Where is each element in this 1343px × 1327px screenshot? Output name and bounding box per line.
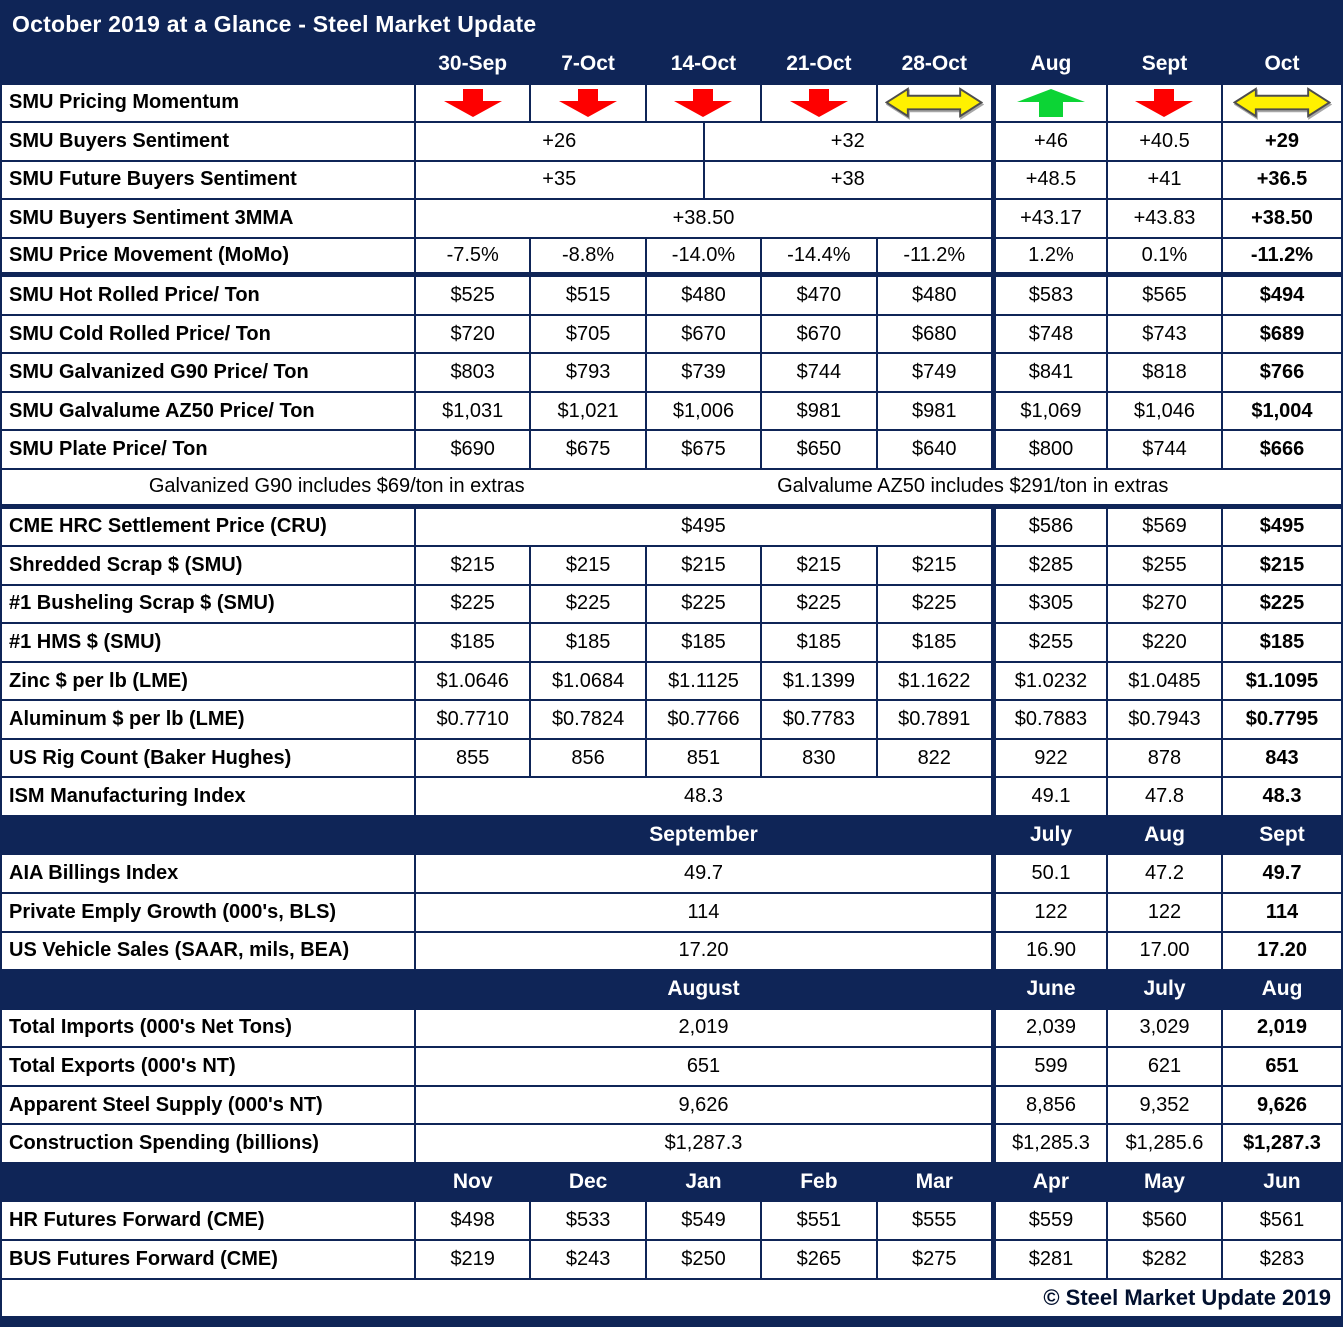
momentum-cell bbox=[1221, 85, 1341, 122]
momentum-cell bbox=[645, 85, 760, 122]
table-row bbox=[2, 277, 1341, 316]
data-cell: $215 bbox=[414, 547, 529, 584]
table-row bbox=[2, 701, 1341, 740]
data-cell: $766 bbox=[1221, 354, 1341, 391]
data-cell: $215 bbox=[876, 547, 991, 584]
data-cell: +38.50 bbox=[1221, 200, 1341, 237]
momentum-cell bbox=[414, 85, 529, 122]
data-cell: $255 bbox=[991, 624, 1106, 661]
data-cell: $525 bbox=[414, 277, 529, 314]
table-row bbox=[2, 624, 1341, 663]
data-cell: $1.1622 bbox=[876, 663, 991, 700]
data-cell: $225 bbox=[529, 586, 644, 623]
row-label: Total Imports (000's Net Tons) bbox=[9, 1016, 292, 1039]
data-cell: 114 bbox=[414, 894, 991, 931]
data-cell: 651 bbox=[414, 1048, 991, 1085]
table-row bbox=[2, 85, 1341, 124]
column-header-14-oct: 14-Oct bbox=[670, 52, 737, 76]
data-cell: $250 bbox=[645, 1241, 760, 1278]
extras-note-left: Galvanized G90 includes $69/ton in extras bbox=[148, 475, 525, 498]
data-cell: $1.1125 bbox=[645, 663, 760, 700]
row-label: US Vehicle Sales (SAAR, mils, BEA) bbox=[9, 939, 350, 962]
data-cell: $225 bbox=[760, 586, 875, 623]
data-cell: $243 bbox=[529, 1241, 644, 1278]
row-label: SMU Pricing Momentum bbox=[9, 91, 240, 114]
row-label: #1 HMS $ (SMU) bbox=[9, 630, 162, 653]
data-cell: 3,029 bbox=[1106, 1010, 1221, 1047]
data-cell: +35 bbox=[414, 162, 703, 199]
data-cell: 651 bbox=[1221, 1048, 1341, 1085]
data-cell: 50.1 bbox=[991, 855, 1106, 892]
data-cell: +41 bbox=[1106, 162, 1221, 199]
copyright-text: © Steel Market Update 2019 bbox=[1043, 1284, 1331, 1310]
data-cell: $0.7943 bbox=[1106, 701, 1221, 738]
data-cell: $650 bbox=[760, 431, 875, 468]
row-label bbox=[2, 1164, 414, 1201]
data-cell: +43.17 bbox=[991, 200, 1106, 237]
data-cell: $841 bbox=[991, 354, 1106, 391]
extras-note-row bbox=[2, 470, 1341, 509]
subheader-cell: Nov bbox=[452, 1170, 493, 1194]
subheader-cell: Aug bbox=[1144, 823, 1185, 847]
row-label: AIA Billings Index bbox=[9, 862, 179, 885]
table-row bbox=[2, 894, 1341, 933]
data-cell: +43.83 bbox=[1106, 200, 1221, 237]
subheader-cell: May bbox=[1144, 1170, 1185, 1194]
data-cell: 851 bbox=[645, 740, 760, 777]
table-row bbox=[2, 316, 1341, 355]
momentum-cell bbox=[876, 85, 991, 122]
data-cell: 17.20 bbox=[1221, 933, 1341, 970]
data-cell: 17.00 bbox=[1106, 933, 1221, 970]
data-cell: $0.7891 bbox=[876, 701, 991, 738]
data-cell: 122 bbox=[991, 894, 1106, 931]
extras-note-right: Galvalume AZ50 includes $291/ton in extras bbox=[777, 475, 1169, 498]
row-label: US Rig Count (Baker Hughes) bbox=[9, 746, 292, 769]
bottom-bar bbox=[2, 1318, 1341, 1325]
data-cell: -11.2% bbox=[1221, 239, 1341, 273]
data-cell: 822 bbox=[876, 740, 991, 777]
data-cell: $515 bbox=[529, 277, 644, 314]
table-row bbox=[2, 933, 1341, 972]
data-cell: $748 bbox=[991, 316, 1106, 353]
data-cell: $255 bbox=[1106, 547, 1221, 584]
data-cell: $690 bbox=[414, 431, 529, 468]
data-cell: $281 bbox=[991, 1241, 1106, 1278]
data-cell: $666 bbox=[1221, 431, 1341, 468]
data-cell: +29 bbox=[1221, 123, 1341, 160]
table-row bbox=[2, 740, 1341, 779]
table-row bbox=[2, 586, 1341, 625]
data-cell: +32 bbox=[703, 123, 992, 160]
red-down-arrow-icon bbox=[558, 88, 618, 118]
table-row bbox=[2, 239, 1341, 278]
subheader-cell: Jan bbox=[685, 1170, 722, 1194]
data-cell: +26 bbox=[414, 123, 703, 160]
data-cell: 9,626 bbox=[414, 1087, 991, 1124]
data-cell: $670 bbox=[645, 316, 760, 353]
column-header-21-oct: 21-Oct bbox=[786, 52, 852, 76]
momentum-cell bbox=[760, 85, 875, 122]
data-cell: $1.0684 bbox=[529, 663, 644, 700]
data-cell: 878 bbox=[1106, 740, 1221, 777]
data-cell: $1.0232 bbox=[991, 663, 1106, 700]
data-cell: $675 bbox=[529, 431, 644, 468]
data-cell: $818 bbox=[1106, 354, 1221, 391]
data-cell: $285 bbox=[991, 547, 1106, 584]
data-cell: +36.5 bbox=[1221, 162, 1341, 199]
row-label: Apparent Steel Supply (000's NT) bbox=[9, 1093, 323, 1116]
data-cell: $1,046 bbox=[1106, 393, 1221, 430]
data-cell: $549 bbox=[645, 1202, 760, 1239]
table-row bbox=[2, 431, 1341, 470]
table-row bbox=[2, 1048, 1341, 1087]
data-cell: 855 bbox=[414, 740, 529, 777]
data-cell: 49.7 bbox=[414, 855, 991, 892]
data-cell: 16.90 bbox=[991, 933, 1106, 970]
row-label bbox=[2, 971, 414, 1008]
row-label: SMU Price Movement (MoMo) bbox=[9, 244, 290, 266]
subheader-cell: Dec bbox=[568, 1170, 608, 1194]
data-cell: $565 bbox=[1106, 277, 1221, 314]
data-cell: $749 bbox=[876, 354, 991, 391]
data-cell: +38 bbox=[703, 162, 992, 199]
table-row bbox=[2, 393, 1341, 432]
data-cell: $225 bbox=[414, 586, 529, 623]
momentum-cell bbox=[991, 85, 1106, 122]
row-label: #1 Busheling Scrap $ (SMU) bbox=[9, 592, 275, 615]
column-header-28-oct: 28-Oct bbox=[901, 52, 967, 76]
column-header-30-sep: 30-Sep bbox=[438, 52, 508, 76]
data-cell: $555 bbox=[876, 1202, 991, 1239]
subheader-cell: Feb bbox=[800, 1170, 838, 1194]
data-cell: $215 bbox=[1221, 547, 1341, 584]
data-cell: 47.2 bbox=[1106, 855, 1221, 892]
red-down-arrow-icon bbox=[1134, 88, 1194, 118]
row-label: SMU Plate Price/ Ton bbox=[9, 438, 208, 461]
subheader-cell: July bbox=[1029, 823, 1073, 847]
table-row bbox=[2, 1202, 1341, 1241]
data-cell: +40.5 bbox=[1106, 123, 1221, 160]
row-label: Private Emply Growth (000's, BLS) bbox=[9, 900, 337, 923]
data-cell: $185 bbox=[1221, 624, 1341, 661]
red-down-arrow-icon bbox=[443, 88, 503, 118]
data-cell: 47.8 bbox=[1106, 778, 1221, 815]
data-cell: -14.4% bbox=[760, 239, 875, 273]
data-cell: 922 bbox=[991, 740, 1106, 777]
data-cell: $305 bbox=[991, 586, 1106, 623]
table-row bbox=[2, 663, 1341, 702]
data-cell: $680 bbox=[876, 316, 991, 353]
row-label: Construction Spending (billions) bbox=[9, 1132, 319, 1155]
data-cell: $498 bbox=[414, 1202, 529, 1239]
subheader-cell: Apr bbox=[1032, 1170, 1070, 1194]
data-cell: $185 bbox=[876, 624, 991, 661]
momentum-cell bbox=[1106, 85, 1221, 122]
data-cell: $560 bbox=[1106, 1202, 1221, 1239]
data-cell: $0.7783 bbox=[760, 701, 875, 738]
data-cell: $583 bbox=[991, 277, 1106, 314]
table-row bbox=[2, 509, 1341, 548]
data-cell: $743 bbox=[1106, 316, 1221, 353]
data-cell: $282 bbox=[1106, 1241, 1221, 1278]
data-cell: 2,039 bbox=[991, 1010, 1106, 1047]
data-cell: $689 bbox=[1221, 316, 1341, 353]
data-cell: 2,019 bbox=[414, 1010, 991, 1047]
data-cell: $265 bbox=[760, 1241, 875, 1278]
data-cell: $215 bbox=[760, 547, 875, 584]
red-down-arrow-icon bbox=[673, 88, 733, 118]
data-cell: $744 bbox=[760, 354, 875, 391]
data-cell: $225 bbox=[645, 586, 760, 623]
row-label: HR Futures Forward (CME) bbox=[9, 1209, 265, 1232]
data-cell: $675 bbox=[645, 431, 760, 468]
data-cell: $1,287.3 bbox=[414, 1125, 991, 1162]
data-cell: 49.7 bbox=[1221, 855, 1341, 892]
data-cell: -14.0% bbox=[645, 239, 760, 273]
table-row bbox=[2, 778, 1341, 817]
row-label: ISM Manufacturing Index bbox=[9, 785, 246, 808]
data-cell: 843 bbox=[1221, 740, 1341, 777]
data-cell: $185 bbox=[414, 624, 529, 661]
data-cell: $720 bbox=[414, 316, 529, 353]
yellow-double-arrow-icon bbox=[885, 87, 983, 118]
row-label: CME HRC Settlement Price (CRU) bbox=[9, 515, 327, 538]
data-cell: $559 bbox=[991, 1202, 1106, 1239]
data-cell: $981 bbox=[760, 393, 875, 430]
data-cell: 114 bbox=[1221, 894, 1341, 931]
data-cell: $1,006 bbox=[645, 393, 760, 430]
row-label: SMU Cold Rolled Price/ Ton bbox=[9, 322, 271, 345]
data-cell: $1,021 bbox=[529, 393, 644, 430]
row-label: SMU Buyers Sentiment bbox=[9, 129, 230, 152]
data-cell: 2,019 bbox=[1221, 1010, 1341, 1047]
column-header-aug: Aug bbox=[1030, 52, 1072, 76]
data-cell: $744 bbox=[1106, 431, 1221, 468]
header-label-spacer bbox=[2, 46, 414, 83]
data-cell: 830 bbox=[760, 740, 875, 777]
data-cell: $1,069 bbox=[991, 393, 1106, 430]
table-row bbox=[2, 200, 1341, 239]
data-cell: 1.2% bbox=[991, 239, 1106, 273]
page-title: October 2019 at a Glance - Steel Market Update bbox=[2, 2, 1341, 46]
data-cell: $1.0646 bbox=[414, 663, 529, 700]
data-cell: $739 bbox=[645, 354, 760, 391]
row-label: BUS Futures Forward (CME) bbox=[9, 1247, 278, 1270]
row-label bbox=[2, 817, 414, 854]
data-cell: 122 bbox=[1106, 894, 1221, 931]
yellow-double-arrow-icon bbox=[1233, 87, 1331, 118]
data-cell: $803 bbox=[414, 354, 529, 391]
data-cell: $215 bbox=[645, 547, 760, 584]
data-cell: $0.7795 bbox=[1221, 701, 1341, 738]
red-down-arrow-icon bbox=[789, 88, 849, 118]
column-header-oct: Oct bbox=[1264, 52, 1300, 76]
row-label: SMU Galvanized G90 Price/ Ton bbox=[9, 361, 309, 384]
data-cell: $1.1095 bbox=[1221, 663, 1341, 700]
data-cell: $551 bbox=[760, 1202, 875, 1239]
data-cell: $480 bbox=[876, 277, 991, 314]
data-cell: 621 bbox=[1106, 1048, 1221, 1085]
data-cell: 48.3 bbox=[1221, 778, 1341, 815]
period-subheader-row bbox=[2, 971, 1341, 1010]
data-cell: $800 bbox=[991, 431, 1106, 468]
column-header-sept: Sept bbox=[1141, 52, 1188, 76]
subheader-cell: Sept bbox=[1259, 823, 1305, 847]
table-row bbox=[2, 123, 1341, 162]
data-cell: $470 bbox=[760, 277, 875, 314]
data-cell: -7.5% bbox=[414, 239, 529, 273]
data-cell: $219 bbox=[414, 1241, 529, 1278]
footer-row bbox=[2, 1280, 1341, 1319]
subheader-cell: Mar bbox=[915, 1170, 953, 1194]
column-header-7-oct: 7-Oct bbox=[561, 52, 615, 76]
data-cell: $275 bbox=[876, 1241, 991, 1278]
data-cell: +38.50 bbox=[414, 200, 991, 237]
data-cell: $793 bbox=[529, 354, 644, 391]
data-cell: +48.5 bbox=[991, 162, 1106, 199]
data-cell: 8,856 bbox=[991, 1087, 1106, 1124]
data-cell: $185 bbox=[760, 624, 875, 661]
data-cell: 9,352 bbox=[1106, 1087, 1221, 1124]
data-cell: $640 bbox=[876, 431, 991, 468]
data-cell: $1,004 bbox=[1221, 393, 1341, 430]
data-cell: $220 bbox=[1106, 624, 1221, 661]
data-cell: 0.1% bbox=[1106, 239, 1221, 273]
data-cell: $533 bbox=[529, 1202, 644, 1239]
table-row bbox=[2, 547, 1341, 586]
data-cell: $705 bbox=[529, 316, 644, 353]
data-cell: 599 bbox=[991, 1048, 1106, 1085]
data-cell: $0.7766 bbox=[645, 701, 760, 738]
data-cell: $0.7824 bbox=[529, 701, 644, 738]
table-row bbox=[2, 1010, 1341, 1049]
table-row bbox=[2, 855, 1341, 894]
row-label: Zinc $ per lb (LME) bbox=[9, 669, 188, 692]
table-row bbox=[2, 1087, 1341, 1126]
data-cell: $1.0485 bbox=[1106, 663, 1221, 700]
period-subheader-row bbox=[2, 817, 1341, 856]
data-cell: $495 bbox=[1221, 509, 1341, 546]
data-cell: $1,285.3 bbox=[991, 1125, 1106, 1162]
row-label: SMU Future Buyers Sentiment bbox=[9, 168, 297, 191]
column-header-row bbox=[2, 46, 1341, 85]
data-cell: $494 bbox=[1221, 277, 1341, 314]
data-cell: $215 bbox=[529, 547, 644, 584]
data-cell: $0.7710 bbox=[414, 701, 529, 738]
data-cell: $270 bbox=[1106, 586, 1221, 623]
data-cell: $561 bbox=[1221, 1202, 1341, 1239]
table-row bbox=[2, 1125, 1341, 1164]
subheader-cell: Aug bbox=[1261, 977, 1303, 1001]
data-cell: 48.3 bbox=[414, 778, 991, 815]
data-cell: $569 bbox=[1106, 509, 1221, 546]
data-cell: 9,626 bbox=[1221, 1087, 1341, 1124]
data-cell: $185 bbox=[529, 624, 644, 661]
data-cell: $1.1399 bbox=[760, 663, 875, 700]
data-cell: $981 bbox=[876, 393, 991, 430]
data-cell: $480 bbox=[645, 277, 760, 314]
data-cell: $670 bbox=[760, 316, 875, 353]
data-cell: $1,285.6 bbox=[1106, 1125, 1221, 1162]
data-cell: $0.7883 bbox=[991, 701, 1106, 738]
data-cell: $586 bbox=[991, 509, 1106, 546]
table-body bbox=[2, 46, 1341, 1280]
subheader-cell: September bbox=[649, 823, 758, 847]
row-label: SMU Galvalume AZ50 Price/ Ton bbox=[9, 399, 315, 422]
subheader-cell: August bbox=[667, 977, 740, 1001]
row-label: Shredded Scrap $ (SMU) bbox=[9, 553, 243, 576]
row-label: SMU Buyers Sentiment 3MMA bbox=[9, 206, 294, 229]
data-cell: +46 bbox=[991, 123, 1106, 160]
table-row bbox=[2, 1241, 1341, 1280]
row-label: SMU Hot Rolled Price/ Ton bbox=[9, 284, 260, 307]
data-cell: $225 bbox=[1221, 586, 1341, 623]
data-cell: $185 bbox=[645, 624, 760, 661]
data-cell: -11.2% bbox=[876, 239, 991, 273]
subheader-cell: July bbox=[1143, 977, 1186, 1001]
momentum-cell bbox=[529, 85, 644, 122]
data-cell: $225 bbox=[876, 586, 991, 623]
data-cell: 856 bbox=[529, 740, 644, 777]
data-cell: -8.8% bbox=[529, 239, 644, 273]
period-subheader-row bbox=[2, 1164, 1341, 1203]
green-up-arrow-icon bbox=[1016, 88, 1086, 118]
data-cell: $495 bbox=[414, 509, 991, 546]
data-cell: 49.1 bbox=[991, 778, 1106, 815]
row-label: Aluminum $ per lb (LME) bbox=[9, 708, 245, 731]
table-row bbox=[2, 162, 1341, 201]
data-cell: $283 bbox=[1221, 1241, 1341, 1278]
data-cell: $1,031 bbox=[414, 393, 529, 430]
data-cell: 17.20 bbox=[414, 933, 991, 970]
data-cell: $1,287.3 bbox=[1221, 1125, 1341, 1162]
subheader-cell: Jun bbox=[1263, 1170, 1301, 1194]
subheader-cell: June bbox=[1026, 977, 1076, 1001]
table-row bbox=[2, 354, 1341, 393]
row-label: Total Exports (000's NT) bbox=[9, 1054, 236, 1077]
